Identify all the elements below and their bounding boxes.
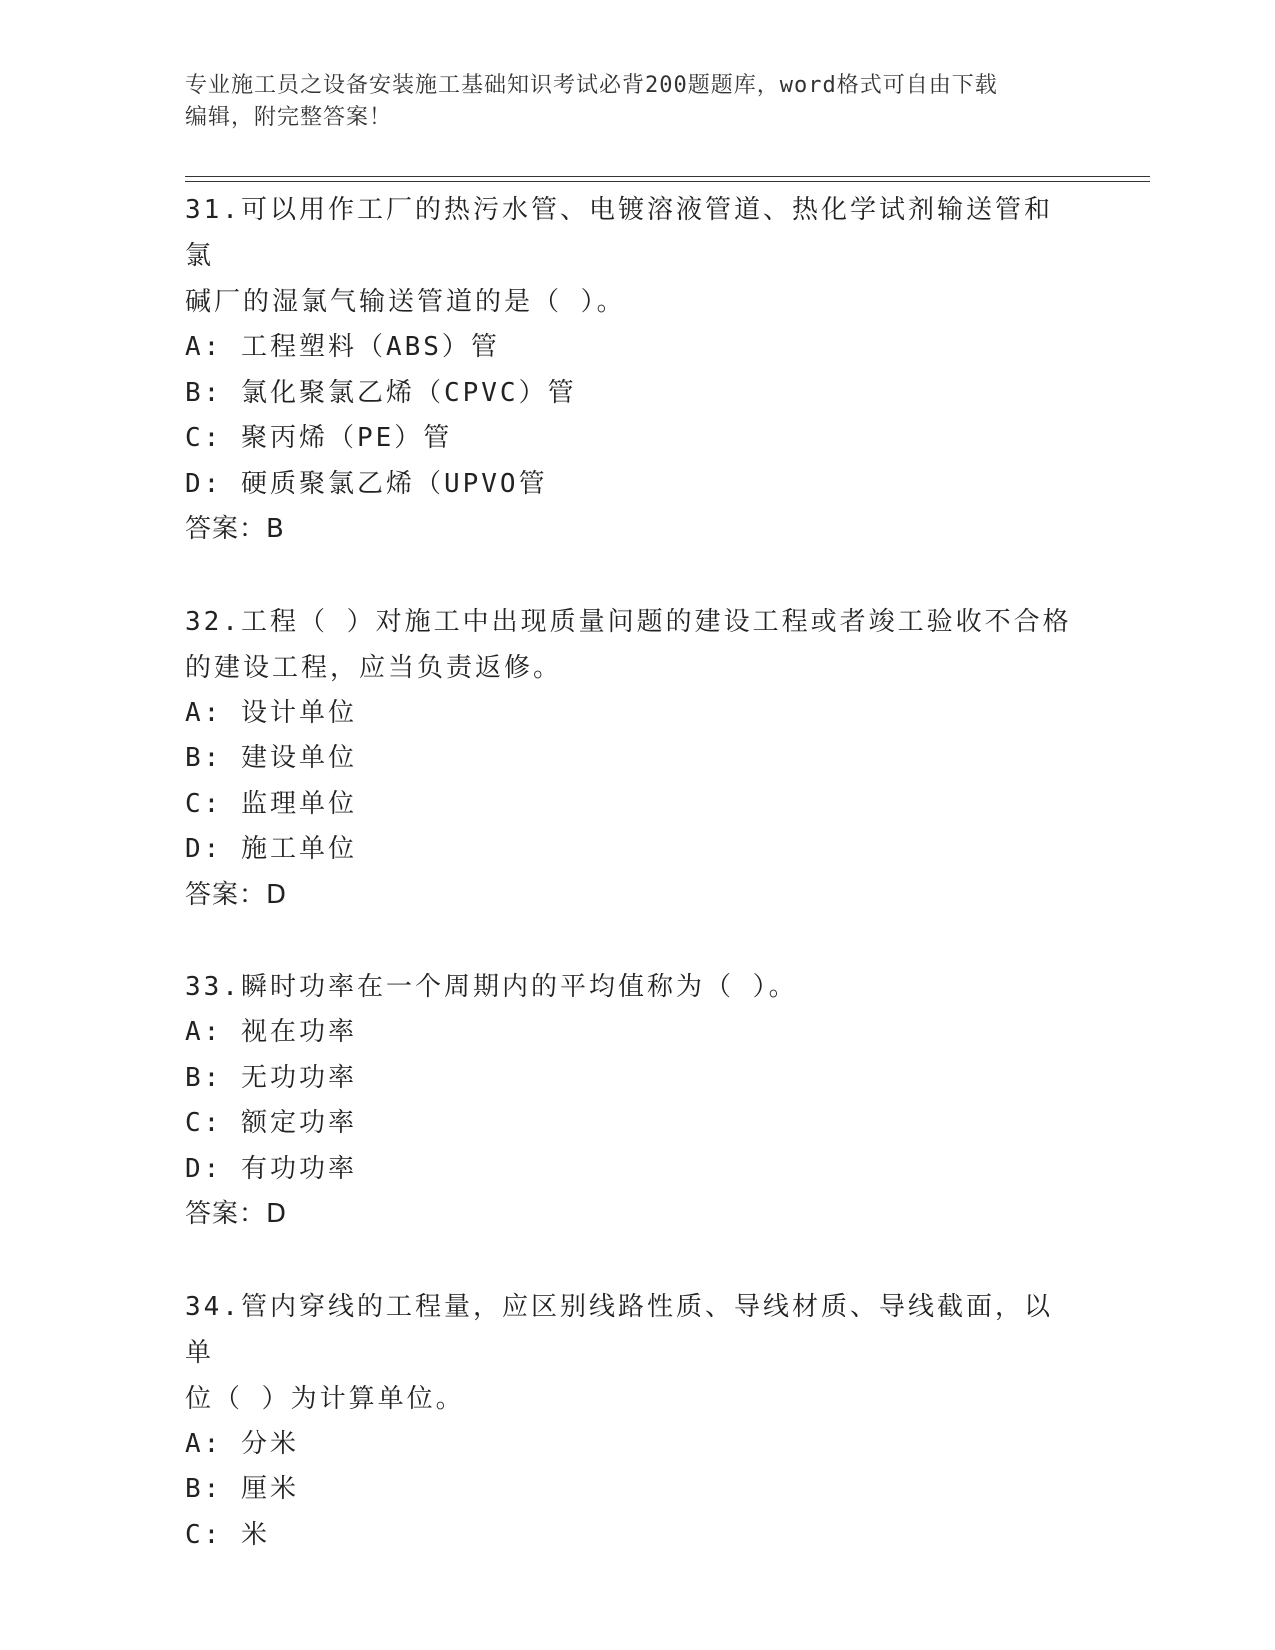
- question-stem-line: 32.工程（ ）对施工中出现质量问题的建设工程或者竣工验收不合格: [185, 606, 1072, 637]
- question-33: [185, 964, 1075, 1238]
- option-b: B: 建设单位: [185, 743, 357, 773]
- question-34: [185, 1284, 1075, 1559]
- option-b: B: 氯化聚氯乙烯（CPVC）管: [185, 377, 577, 408]
- option-c: C: 额定功率: [185, 1108, 357, 1138]
- question-stem-line: 位（ ）为计算单位。: [185, 1383, 465, 1414]
- option-b: B: 无功功率: [185, 1062, 357, 1093]
- header-divider-top: [185, 176, 1150, 177]
- question-stem-line: 34.管内穿线的工程量，应区别线路性质、导线材质、导线截面，以单: [185, 1291, 1053, 1368]
- option-b: B: 厘米: [185, 1474, 299, 1504]
- option-c: C: 监理单位: [185, 788, 357, 819]
- option-a: A: 设计单位: [185, 697, 357, 728]
- question-stem-line: 31.可以用作工厂的热污水管、电镀溶液管道、热化学试剂输送管和氯: [185, 195, 1053, 271]
- question-31: [185, 187, 1075, 553]
- header-line-1: 专业施工员之设备安装施工基础知识考试必背200题题库，word格式可自由下载: [185, 73, 998, 98]
- option-d: D: 有功功率: [185, 1153, 357, 1184]
- answer-line: 答案：B: [185, 514, 285, 544]
- option-d: D: 施工单位: [185, 834, 357, 864]
- question-32: [185, 599, 1075, 919]
- option-c: C: 米: [185, 1519, 270, 1550]
- option-a: A: 视在功率: [185, 1017, 357, 1047]
- option-a: A: 工程塑料（ABS）管: [185, 332, 500, 362]
- question-stem-line: 33.瞬时功率在一个周期内的平均值称为（ ）。: [185, 972, 798, 1002]
- answer-line: 答案：D: [185, 879, 288, 910]
- document-header: [185, 70, 1065, 134]
- question-list: [185, 187, 1075, 1604]
- header-divider-bottom: [185, 181, 1150, 182]
- option-a: A: 分米: [185, 1428, 299, 1459]
- question-stem-line: 碱厂的湿氯气输送管道的是（ ）。: [185, 287, 626, 317]
- option-d: D: 硬质聚氯乙烯（UPVO管: [185, 468, 548, 499]
- header-line-2: 编辑，附完整答案！: [185, 105, 393, 130]
- question-stem-line: 的建设工程，应当负责返修。: [185, 652, 563, 683]
- answer-line: 答案：D: [185, 1199, 288, 1229]
- option-c: C: 聚丙烯（PE）管: [185, 423, 453, 453]
